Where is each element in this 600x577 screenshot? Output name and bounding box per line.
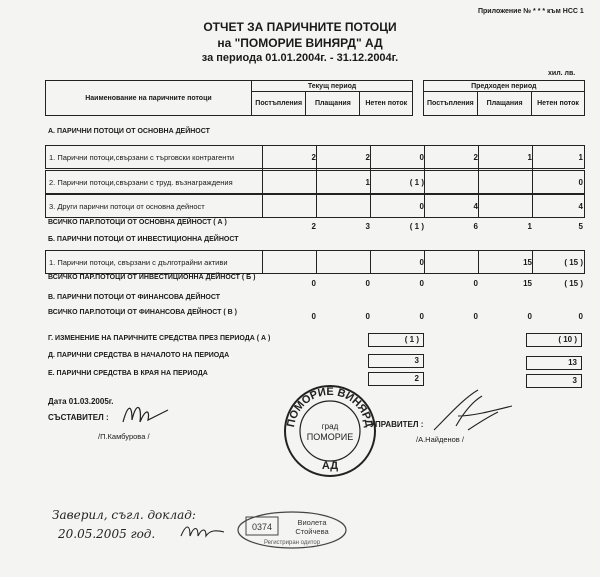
prev-in-header: Постъпления — [423, 92, 478, 116]
stamp-bottom-text: АД — [321, 460, 339, 472]
manager-label: УПРАВИТЕЛ : — [370, 420, 424, 429]
name-column-header: Наименование на паричните потоци — [46, 81, 252, 116]
stamp-inner-line1: град — [321, 422, 339, 431]
auditor-name1: Виолета — [297, 518, 327, 527]
handwritten-date: 20.05.2005 год. — [58, 527, 156, 541]
total-b-prev-out: 15 — [523, 279, 532, 288]
summary-e-prev: 3 — [526, 374, 582, 388]
units-label: хил. лв. — [548, 70, 576, 77]
compiler-name: /П.Камбурова / — [98, 432, 150, 441]
auditor-name2: Стойчева — [295, 527, 329, 536]
summary-e-label: Е. ПАРИЧНИ СРЕДСТВА В КРАЯ НА ПЕРИОДА — [48, 370, 208, 377]
total-a-prev-net: 5 — [578, 222, 583, 231]
total-a-prev-out: 1 — [527, 222, 532, 231]
company-stamp — [282, 383, 378, 479]
total-a-cur-out: 3 — [365, 222, 370, 231]
total-v-prev-in: 0 — [473, 312, 478, 321]
cur-out-header: Плащания — [306, 92, 360, 116]
row-a1-prev-net: 1 — [578, 153, 583, 162]
total-v-cur-in: 0 — [311, 312, 316, 321]
row-a1-prev-in: 2 — [473, 153, 478, 162]
total-v-cur-out: 0 — [365, 312, 370, 321]
cur-in-header: Постъпления — [251, 92, 306, 116]
current-period-header: Текущ период — [251, 81, 412, 92]
total-a-cur-net: ( 1 ) — [409, 222, 424, 231]
section-b-title: Б. ПАРИЧНИ ПОТОЦИ ОТ ИНВЕСТИЦИОННА ДЕЙНОСТ — [48, 236, 239, 243]
section-a-title: А. ПАРИЧНИ ПОТОЦИ ОТ ОСНОВНА ДЕЙНОСТ — [48, 128, 210, 135]
report-title: ОТЧЕТ ЗА ПАРИЧНИТЕ ПОТОЦИ — [203, 20, 397, 34]
row-a1-label: 1. Парични потоци,свързани с търговски контрагенти — [49, 153, 235, 162]
row-a2-label: 2. Парични потоци,свързани с труд. възнаграждения — [49, 178, 233, 187]
total-v-cur-net: 0 — [419, 312, 424, 321]
row-a2-cur-out: 1 — [365, 178, 370, 187]
summary-d-cur: 3 — [368, 354, 424, 368]
total-b-cur-in: 0 — [311, 279, 316, 288]
total-b-cur-net: 0 — [419, 279, 424, 288]
row-a2-cur-net: ( 1 ) — [409, 178, 424, 187]
summary-g-cur: ( 1 ) — [368, 333, 424, 347]
total-b-cur-out: 0 — [365, 279, 370, 288]
summary-d-label: Д. ПАРИЧНИ СРЕДСТВА В НАЧАЛОТО НА ПЕРИОДА — [48, 352, 230, 359]
row-b1-prev-out: 15 — [523, 258, 532, 267]
stamp-outer-text: ПОМОРИЕ ВИНЯРД — [285, 386, 375, 429]
auditor-signature — [178, 520, 228, 542]
stamp-inner-line2: ПОМОРИЕ — [306, 432, 354, 442]
previous-period-header: Предходен период — [423, 81, 584, 92]
total-b-prev-in: 0 — [473, 279, 478, 288]
total-b-prev-net: ( 15 ) — [564, 279, 583, 288]
row-a1-cur-net: 0 — [419, 153, 424, 162]
total-v-prev-out: 0 — [527, 312, 532, 321]
handwritten-certified: Заверил, съгл. доклад: — [52, 508, 196, 522]
row-a3-prev-in: 4 — [473, 202, 478, 211]
summary-g-prev: ( 10 ) — [526, 333, 582, 347]
row-a3-prev-net: 4 — [578, 202, 583, 211]
row-b1-cur-net: 0 — [419, 258, 424, 267]
header-table — [45, 80, 585, 116]
auditor-title: Регистриран одитор — [263, 540, 321, 546]
summary-d-prev: 13 — [526, 356, 582, 370]
row-a3-label: 3. Други парични потоци от основна дейност — [49, 202, 205, 211]
cur-net-header: Нетен поток — [360, 92, 413, 116]
report-period: за периода 01.01.2004г. - 31.12.2004г. — [201, 52, 399, 64]
summary-g-label: Г. ИЗМЕНЕНИЕ НА ПАРИЧНИТЕ СРЕДСТВА ПРЕЗ ПЕРИОДА ( А ) — [48, 335, 271, 342]
company-name: на "ПОМОРИЕ ВИНЯРД" АД — [217, 36, 383, 50]
manager-signature — [428, 386, 518, 436]
row-a1-prev-out: 1 — [527, 153, 532, 162]
summary-e-cur: 2 — [368, 372, 424, 386]
auditor-stamp — [236, 510, 348, 550]
annex-label: Приложение № * * * към НСС 1 — [478, 8, 584, 15]
total-v-label: ВСИЧКО ПАР.ПОТОЦИ ОТ ФИНАНСОВА ДЕЙНОСТ ( В ) — [48, 309, 237, 316]
total-b-label: ВСИЧКО ПАР.ПОТОЦИ ОТ ИНВЕСТИЦИОННА ДЕЙНОСТ ( Б ) — [48, 274, 256, 281]
row-b1-prev-net: ( 15 ) — [564, 258, 583, 267]
section-v-title: В. ПАРИЧНИ ПОТОЦИ ОТ ФИНАНСОВА ДЕЙНОСТ — [48, 294, 221, 301]
row-a3-cur-net: 0 — [419, 202, 424, 211]
total-v-prev-net: 0 — [578, 312, 583, 321]
row-a2-prev-net: 0 — [578, 178, 583, 187]
total-a-prev-in: 6 — [473, 222, 478, 231]
prev-net-header: Нетен поток — [532, 92, 585, 116]
manager-name: /А.Найденов / — [416, 435, 464, 444]
row-b1-label: 1. Парични потоци, свързани с дълготрайни активи — [49, 258, 228, 267]
auditor-number: 0374 — [251, 522, 273, 532]
row-a1-cur-in: 2 — [311, 153, 316, 162]
compiler-signature — [118, 398, 178, 428]
total-a-label: ВСИЧКО ПАР.ПОТОЦИ ОТ ОСНОВНА ДЕЙНОСТ ( А ) — [48, 219, 227, 226]
report-date: Дата 01.03.2005г. — [48, 397, 114, 406]
prev-out-header: Плащания — [478, 92, 532, 116]
total-a-cur-in: 2 — [311, 222, 316, 231]
row-a1-cur-out: 2 — [365, 153, 370, 162]
compiler-label: СЪСТАВИТЕЛ : — [48, 413, 109, 422]
